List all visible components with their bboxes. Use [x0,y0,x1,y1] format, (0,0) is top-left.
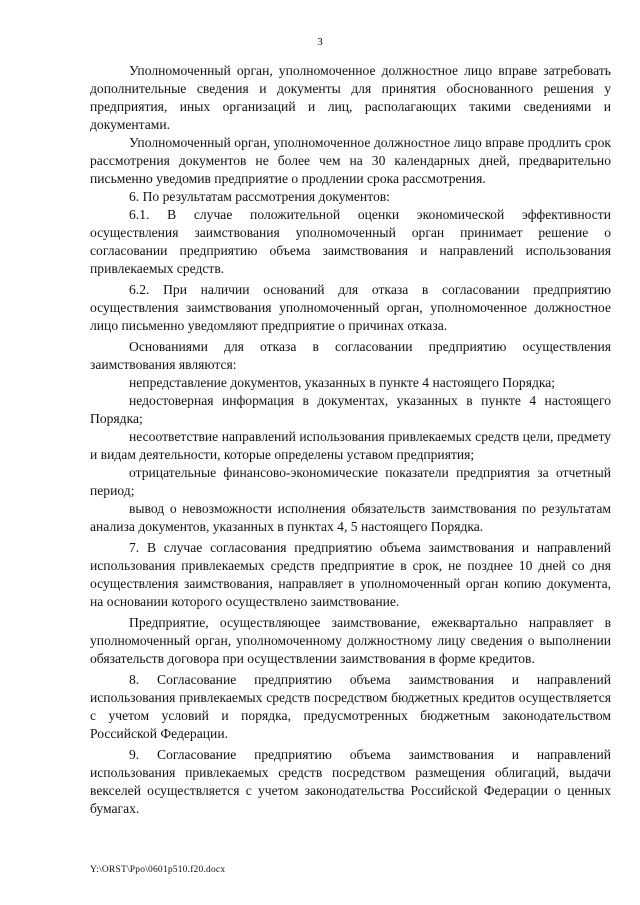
list-item-refusal-4: отрицательные финансово-экономические показатели предприятия за отчетный период; [90,465,611,498]
paragraph-authority-extension: Уполномоченный орган, уполномоченное должностное лицо вправе продлить срок рассмотрения документов не более чем на 30 календарных дней, предварительно письменно уведомив предприятие о продлении срока рассмотрения. [90,135,611,186]
list-item-refusal-3: несоответствие направлений использования привлекаемых средств цели, предмету и видам деятельности, которые определены уставом предприятия; [90,429,611,462]
list-item-refusal-5: вывод о невозможности исполнения обязательств заимствования по результатам анализа документов, указанных в пунктах 4, 5 настоящего Порядка. [90,501,611,534]
paragraph-authority-request: Уполномоченный орган, уполномоченное должностное лицо вправе затребовать дополнительные сведения и документы для принятия обоснованного решения у предприятия, иных организаций и лиц, располагающих такими сведениями и документами. [90,63,611,132]
paragraph-section-6-1: 6.1. В случае положительной оценки экономической эффективности осуществления заимствования уполномоченный орган принимает решение о согласовании предприятию объема заимствования и направлений использования привлекаемых средств. [90,207,611,276]
list-item-refusal-2: недостоверная информация в документах, указанных в пункте 4 настоящего Порядка; [90,393,611,426]
list-item-refusal-1: непредставление документов, указанных в пункте 4 настоящего Порядка; [129,375,556,390]
paragraph-section-8: 8. Согласование предприятию объема заимствования и направлений использования привлекаемых средств посредством бюджетных кредитов осуществляется с учетом условий и порядка, предусмотренных бюджетным законодательством Российской Федерации. [90,672,611,741]
footer-file-path: Y:\ORST\Ppo\0601p510.f20.docx [90,865,226,875]
page-number: 3 [317,36,323,48]
paragraph-section-9: 9. Согласование предприятию объема заимствования и направлений использования привлекаемых средств посредством размещения облигаций, выдачи векселей осуществляется с учетом законодательства Российской Федерации о ценных бумагах. [90,747,611,816]
document-body [90,62,611,818]
paragraph-refusal-grounds: Основаниями для отказа в согласовании предприятию осуществления заимствования являются: [90,339,611,372]
paragraph-quarterly-report: Предприятие, осуществляющее заимствование, ежеквартально направляет в уполномоченный орган, уполномоченному должностному лицу сведения о выполнении обязательств договора при осуществлении заимствования в форме кредитов. [90,615,611,666]
paragraph-section-6-2: 6.2. При наличии оснований для отказа в согласовании предприятию осуществления заимствования уполномоченный орган, уполномоченное должностное лицо письменно уведомляют предприятие о причинах отказа. [90,282,611,333]
paragraph-section-6: 6. По результатам рассмотрения документов: [129,189,390,204]
paragraph-section-7: 7. В случае согласования предприятию объема заимствования и направлений использования привлекаемых средств предприятие в срок, не позднее 10 дней со дня осуществления заимствования, направляет в уполномоченный орган копию документа, на основании которого осуществлено заимствование. [90,540,611,609]
